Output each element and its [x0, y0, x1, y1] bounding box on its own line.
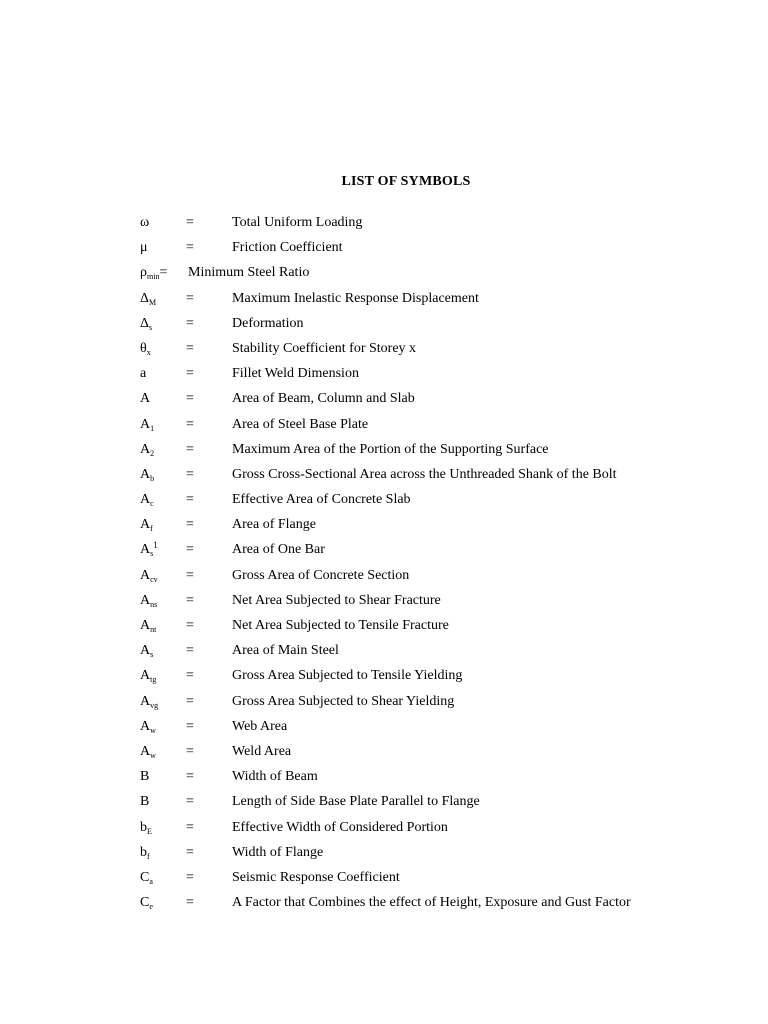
- equals-sign: =: [186, 215, 194, 230]
- symbol-base: b: [140, 819, 147, 835]
- symbol-row: [140, 290, 740, 315]
- equals-sign: =: [186, 240, 194, 256]
- symbol-definition: Effective Width of Considered Portion: [232, 819, 448, 835]
- symbol: [140, 894, 153, 912]
- equals-sign: =: [186, 743, 194, 759]
- symbol-base: A: [140, 592, 151, 608]
- symbol-row: [140, 667, 740, 692]
- equals-sign: =: [186, 769, 194, 785]
- symbol-subscript: s: [149, 322, 153, 332]
- symbol-subscript: b: [150, 473, 155, 483]
- symbol-subscript: w: [150, 725, 156, 735]
- symbol-definition: Maximum Inelastic Response Displacement: [232, 290, 479, 306]
- symbol-base: μ: [140, 240, 148, 256]
- symbol-subscript: ns: [150, 599, 158, 609]
- equals-sign: =: [159, 265, 168, 281]
- symbol-base: A: [140, 567, 151, 583]
- symbol-definition: Effective Area of Concrete Slab: [232, 492, 411, 508]
- symbol-subscript: 2: [150, 448, 155, 458]
- symbol: [140, 718, 156, 736]
- symbol-definition: Gross Cross-Sectional Area across the Unthreaded Shank of the Bolt: [232, 466, 617, 482]
- symbol: [140, 466, 154, 484]
- symbol-subscript: vg: [150, 700, 159, 710]
- symbol-subscript: w: [150, 750, 156, 760]
- equals-sign: =: [186, 466, 194, 482]
- symbol-definition: Friction Coefficient: [232, 240, 343, 256]
- equals-sign: =: [186, 542, 194, 558]
- symbol-base: A: [140, 743, 151, 759]
- symbol-row: [140, 516, 740, 541]
- symbol-base: A: [140, 618, 151, 633]
- symbol-definition: Area of Flange: [232, 517, 316, 533]
- symbol-row: [140, 315, 740, 340]
- symbol-row: [140, 844, 740, 869]
- symbol: [140, 844, 150, 862]
- symbol-definition: Total Uniform Loading: [232, 215, 363, 230]
- symbol-subscript: E: [147, 826, 152, 836]
- symbol-definition: Deformation: [232, 315, 304, 331]
- equals-sign: =: [186, 290, 194, 306]
- symbol-row: [140, 793, 740, 818]
- symbol-definition: Area of Main Steel: [232, 643, 339, 659]
- symbol-subscript: c: [150, 499, 154, 509]
- equals-sign: =: [186, 517, 194, 533]
- symbol-definition: Area of Beam, Column and Slab: [232, 391, 415, 407]
- symbol-definition: Stability Coefficient for Storey x: [232, 340, 417, 356]
- equals-sign: =: [186, 869, 194, 885]
- equals-sign: =: [186, 794, 194, 810]
- symbol: [140, 239, 148, 257]
- symbol-definition: Gross Area Subjected to Tensile Yielding: [232, 668, 463, 684]
- symbol: [140, 214, 149, 232]
- equals-sign: =: [186, 340, 194, 356]
- equals-sign: =: [186, 844, 194, 860]
- equals-sign: =: [186, 592, 194, 608]
- symbol-row: [140, 541, 740, 566]
- symbol-definition: Web Area: [232, 718, 288, 734]
- symbol-definition: Length of Side Base Plate Parallel to Flange: [232, 794, 480, 810]
- symbol-base: a: [140, 366, 147, 382]
- symbol-row: [140, 567, 740, 592]
- symbol-base: A: [140, 466, 151, 482]
- equals-sign: =: [186, 718, 194, 734]
- symbol-base: b: [140, 844, 147, 860]
- symbol: [140, 541, 158, 559]
- symbol: [140, 416, 154, 434]
- symbol-row: [140, 718, 740, 743]
- symbol-base: A: [140, 643, 151, 659]
- symbol: [140, 365, 146, 383]
- symbol-definition: Area of Steel Base Plate: [232, 416, 369, 432]
- symbol: [140, 743, 156, 761]
- symbol-subscript: M: [149, 297, 157, 307]
- symbol-subscript: s: [150, 549, 154, 559]
- symbol-definition: Net Area Subjected to Tensile Fracture: [232, 618, 449, 633]
- symbol-base: A: [140, 441, 151, 457]
- symbol-row: [140, 214, 740, 239]
- symbol-row: [140, 390, 740, 415]
- symbol: [140, 819, 152, 837]
- symbol-row: [140, 617, 740, 642]
- equals-sign: =: [186, 315, 194, 331]
- symbol-base: Δ: [140, 290, 150, 306]
- symbol: [140, 491, 154, 509]
- symbol-base: B: [140, 794, 150, 810]
- symbol-subscript: s: [150, 650, 154, 660]
- symbol-base: C: [140, 895, 150, 911]
- symbol: [140, 617, 156, 635]
- symbol: [140, 290, 156, 308]
- symbol-row: [140, 416, 740, 441]
- symbol: [140, 592, 157, 610]
- symbol-list: [140, 214, 740, 919]
- equals-sign: =: [186, 567, 194, 583]
- symbol-subscript: e: [149, 902, 153, 912]
- symbol-row: [140, 819, 740, 844]
- symbol-subscript: min: [147, 272, 160, 282]
- equals-sign: =: [186, 366, 194, 382]
- symbol: [140, 642, 153, 660]
- symbol-row: [140, 894, 740, 919]
- symbol-base: A: [140, 517, 151, 533]
- symbol-base: ρ: [140, 265, 147, 281]
- symbol: [140, 441, 154, 459]
- symbol-row: [140, 693, 740, 718]
- symbol-row: [140, 491, 740, 516]
- symbol-base: θ: [140, 340, 147, 356]
- symbol-row: [140, 642, 740, 667]
- symbol-base: A: [140, 391, 151, 407]
- equals-sign: =: [186, 618, 194, 633]
- symbol: [140, 667, 156, 685]
- symbol-base: C: [140, 869, 150, 885]
- symbol-definition: A Factor that Combines the effect of Height, Exposure and Gust Factor: [232, 895, 631, 911]
- symbol: [140, 693, 158, 711]
- equals-sign: =: [186, 819, 194, 835]
- symbol-row: [140, 466, 740, 491]
- symbol-subscript: tg: [150, 675, 157, 685]
- symbol-base: A: [140, 668, 151, 684]
- equals-sign: =: [186, 895, 194, 911]
- page-title: LIST OF SYMBOLS: [341, 174, 471, 189]
- symbol-base: Δ: [140, 315, 150, 331]
- equals-sign: =: [186, 492, 194, 508]
- symbol-base: B: [140, 769, 150, 785]
- symbol-row: [140, 365, 740, 390]
- equals-sign: =: [186, 391, 194, 407]
- symbol-subscript: a: [149, 876, 153, 886]
- symbol-base: A: [140, 718, 151, 734]
- symbol-definition: Weld Area: [232, 743, 292, 759]
- symbol-definition: Width of Beam: [232, 769, 318, 785]
- symbol-row: [140, 869, 740, 894]
- symbol-superscript: 1: [153, 540, 158, 551]
- symbol-base: ω: [140, 215, 150, 230]
- equals-sign: =: [186, 441, 194, 457]
- symbol-subscript: x: [146, 347, 151, 357]
- symbol-row: [140, 592, 740, 617]
- symbol: [140, 793, 149, 811]
- symbol-subscript: f: [147, 851, 150, 861]
- symbol-definition: Gross Area of Concrete Section: [232, 567, 410, 583]
- symbol-definition: Minimum Steel Ratio: [188, 265, 310, 281]
- equals-sign: =: [186, 416, 194, 432]
- equals-sign: =: [186, 643, 194, 659]
- symbol-row: [140, 743, 740, 768]
- symbol-subscript: nt: [150, 625, 157, 634]
- symbol-subscript: f: [150, 524, 153, 534]
- symbol-base: A: [140, 416, 151, 432]
- symbol: [140, 390, 150, 408]
- symbol-definition: Gross Area Subjected to Shear Yielding: [232, 693, 455, 709]
- symbol: [140, 264, 167, 282]
- symbol: [140, 315, 152, 333]
- symbol-row: [140, 768, 740, 793]
- symbol: [140, 567, 158, 585]
- symbol-definition: Net Area Subjected to Shear Fracture: [232, 592, 441, 608]
- symbol-row: [140, 264, 740, 289]
- symbol-base: A: [140, 693, 151, 709]
- symbol-row: [140, 340, 740, 365]
- equals-sign: =: [186, 693, 194, 709]
- symbol-definition: Area of One Bar: [232, 542, 325, 558]
- symbol-base: A: [140, 542, 151, 558]
- equals-sign: =: [186, 668, 194, 684]
- symbol-subscript: cv: [150, 574, 158, 584]
- symbol-row: [140, 441, 740, 466]
- symbol-definition: Seismic Response Coefficient: [232, 869, 400, 885]
- symbol: [140, 340, 151, 358]
- symbol-base: A: [140, 492, 151, 508]
- symbol-subscript: 1: [150, 423, 155, 433]
- symbol: [140, 869, 153, 887]
- symbol-definition: Maximum Area of the Portion of the Supporting Surface: [232, 441, 549, 457]
- symbol: [140, 768, 149, 786]
- symbol-definition: Fillet Weld Dimension: [232, 366, 359, 382]
- symbol: [140, 516, 153, 534]
- symbol-row: [140, 239, 740, 264]
- symbol-definition: Width of Flange: [232, 844, 324, 860]
